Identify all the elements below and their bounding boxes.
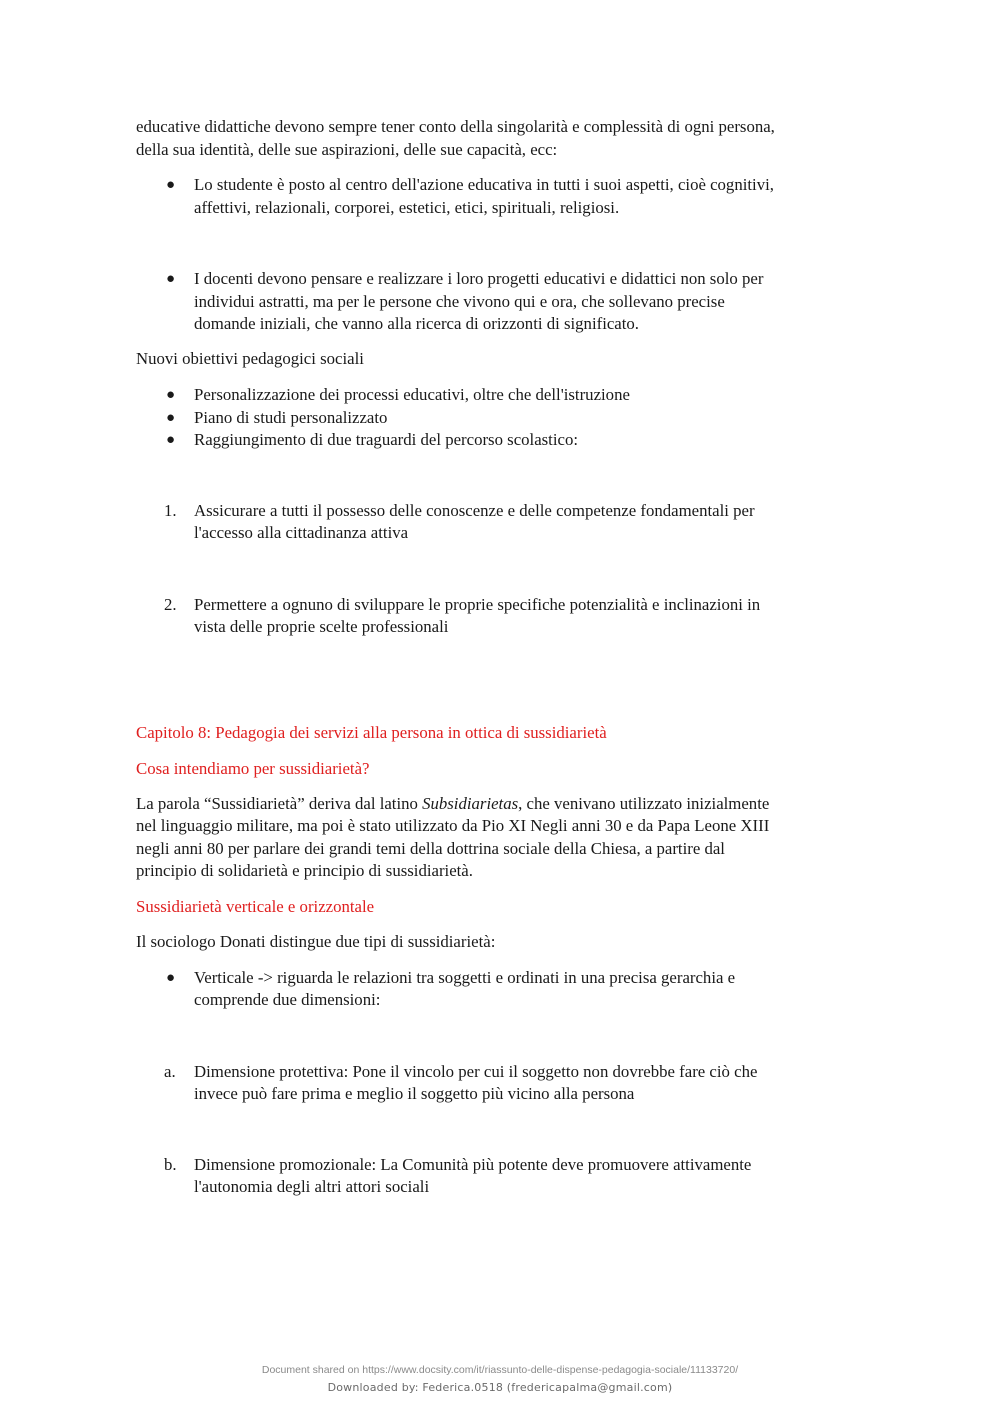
donati-bullet-list xyxy=(136,967,866,1012)
list-item: 2. Permettere a ognuno di sviluppare le proprie specifiche potenzialità e inclinazioni in vista delle proprie scelte professionali xyxy=(164,594,761,636)
list-item: 1. Assicurare a tutti il possesso delle conoscenze e delle competenze fondamentali per l'accesso alla cittadinanza attiva xyxy=(164,500,755,542)
bullet-icon: ● xyxy=(166,969,176,986)
latin-term: Subsidiarietas xyxy=(422,793,519,813)
bullet-icon: ● xyxy=(166,177,176,193)
list-item: b. Dimensione promozionale: La Comunità più potente deve promuovere attivamente l'autonomia degli altri attori sociali xyxy=(164,1154,752,1196)
list-item: ● Piano di studi personalizzato xyxy=(136,407,866,430)
list-item: ● Lo studente è posto al centro dell'azione educativa in tutti i suoi aspetti, cioè cognitivi, affettivi, relazionali, corporei, estetici, etici, spirituali, religiosi. xyxy=(166,175,774,217)
list-item: a. Dimensione protettiva: Pone il vincolo per cui il soggetto non dovrebbe fare ciò che invece può fare prima e meglio il soggetto più vicino alla persona xyxy=(164,1061,758,1103)
student-bullet-list xyxy=(136,174,866,336)
bullet-icon: ● xyxy=(166,432,176,448)
chapter-heading: Capitolo 8: Pedagogia dei servizi alla persona in ottica di sussidiarietà xyxy=(136,722,607,742)
objectives-bullet-list xyxy=(136,384,866,452)
goals-numbered-list xyxy=(136,500,866,639)
list-item: ● I docenti devono pensare e realizzare i loro progetti educativi e didattici non solo per individui astratti, ma per le persone che vivono qui e ora, che sollevano precise domande iniziali, che vanno alla ricerca di orizzonti di significato. xyxy=(166,269,764,333)
intro-paragraph xyxy=(136,116,866,161)
objectives-heading: Nuovi obiettivi pedagogici sociali xyxy=(136,348,364,368)
subsidiarity-paragraph: La parola “Sussidiarietà” deriva dal latino Subsidiarietas, che venivano utilizzato inizialmente nel linguaggio militare, ma poi è stato utilizzato da Pio XI Negli anni 30 e da Papa Leone XIII negli anni 80 per parlare dei grandi temi della dottrina sociale della Chiesa, a partire dal principio di solidarietà e principio di sussidiarietà. xyxy=(136,793,770,880)
list-item: ● Personalizzazione dei processi educativi, oltre che dell'istruzione xyxy=(136,384,866,407)
bullet-icon: ● xyxy=(166,409,176,426)
subheading-subsidiarity: Cosa intendiamo per sussidiarietà? xyxy=(136,759,370,778)
bullet-icon: ● xyxy=(166,271,176,287)
bullet-icon: ● xyxy=(166,387,176,403)
document-page xyxy=(136,116,866,1199)
download-notice: Downloaded by: Federica.0518 (fredericapalma@gmail.com) xyxy=(327,1381,673,1394)
intro-line-1: educative didattiche devono sempre tener conto della singolarità e complessità di ogni persona, xyxy=(136,117,775,136)
intro-line-2: della sua identità, delle sue aspirazioni, delle sue capacità, ecc: xyxy=(136,139,558,159)
list-item: ● Raggiungimento di due traguardi del percorso scolastico: xyxy=(136,429,866,452)
donati-intro: Il sociologo Donati distingue due tipi di sussidiarietà: xyxy=(136,932,496,951)
list-item: ● Verticale -> riguarda le relazioni tra soggetti e ordinati in una precisa gerarchia e comprende due dimensioni: xyxy=(166,967,736,1009)
subheading-vertical-horizontal: Sussidiarietà verticale e orizzontale xyxy=(136,896,375,916)
dimensions-alpha-list xyxy=(136,1061,866,1199)
shared-notice: Document shared on https://www.docsity.com/it/riassunto-delle-dispense-pedagogia-sociale/11133720/ xyxy=(261,1364,739,1376)
